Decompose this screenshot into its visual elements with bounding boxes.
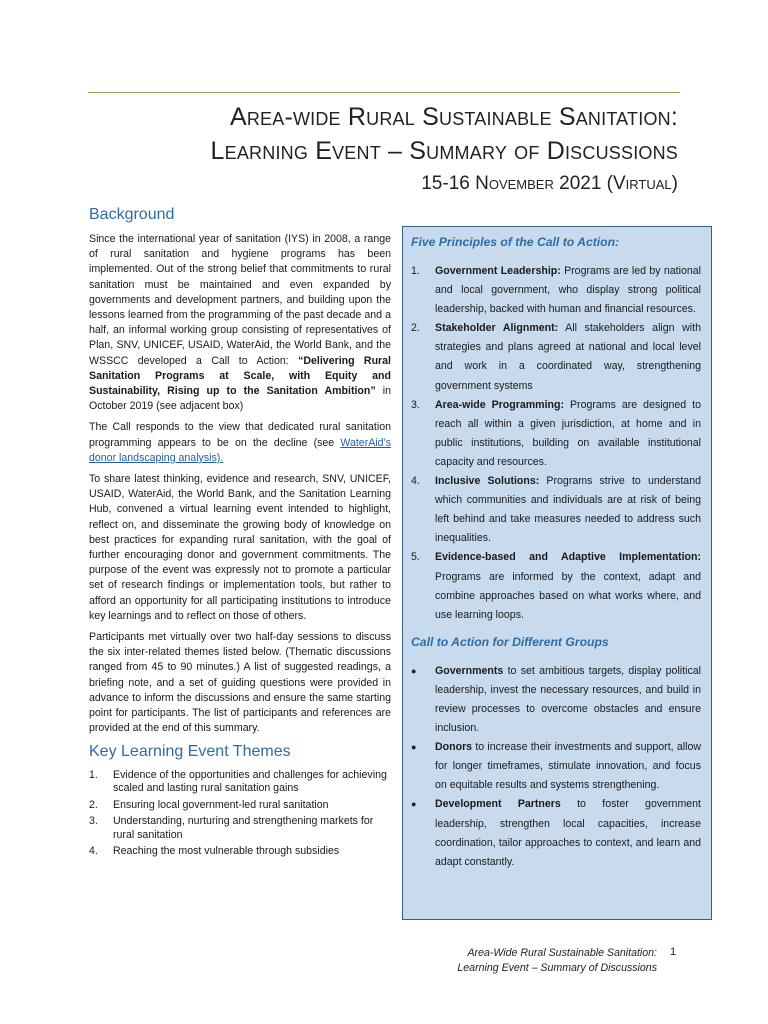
- bullet-icon: ●: [411, 742, 417, 753]
- background-paragraph-1: [89, 232, 391, 414]
- title-line-1: Area-wide Rural Sustainable Sanitation:: [229, 103, 678, 131]
- item-number: 5.: [411, 551, 420, 564]
- item-number: 3.: [89, 815, 98, 827]
- themes-list: [89, 769, 391, 859]
- group-text: to increase their investments and support, allow for longer timeframes, stimulate innovation, and focus on equitable results and systems strengthening.: [435, 741, 701, 792]
- item-text: Reaching the most vulnerable through subsidies: [113, 845, 340, 857]
- item-text: Ensuring local government-led rural sanitation: [113, 798, 329, 811]
- themes-heading: Key Learning Event Themes: [89, 742, 291, 760]
- call-to-action-title: “Delivering Rural Sanitation Programs at Scale, with Equity and Sustainability, Rising up to the Sanitation Ambition”: [89, 354, 392, 398]
- title-block: [211, 100, 678, 198]
- background-paragraph-4: Participants met virtually over two half-day sessions to discuss the six inter-related themes listed below. (Thematic discussions ranged from 45 to 90 minutes.) A list of suggested readings, a briefing note, and a set of guiding questions were provided in advance to inform the discussions and ensure the same starting point for participants. The list of participants and references are provided at the end of this summary.: [89, 631, 391, 735]
- title-line-2: Learning Event – Summary of Discussions: [210, 137, 678, 165]
- principle-text: Programs are led by national and local government, who display strong political leadership, backed with human and financial resources.: [435, 265, 701, 316]
- list-item: [411, 548, 701, 624]
- background-paragraph-3: To share latest thinking, evidence and research, SNV, UNICEF, USAID, WaterAid, the World Bank, and the Sanitation Learning Hub, convened a virtual learning event intended to highlight, reflect on, and disseminate the growing body of knowledge on best practices for expanding rural sanitation, with the goal of further encouraging donor and government commitments. The purpose of the event was expressly not to promote a particular set of research findings or implementation tools, but rather to afford an opportunity for all participating institutions to introduce key learnings and to reflect on those of others.: [89, 473, 391, 622]
- item-number: 1.: [89, 768, 98, 781]
- footer-line-1: Area-Wide Rural Sustainable Sanitation:: [467, 947, 657, 959]
- header-rule: [88, 92, 680, 93]
- list-item: [411, 738, 701, 795]
- bullet-icon: ●: [411, 799, 417, 810]
- list-item: [89, 845, 391, 859]
- left-column: [89, 206, 391, 862]
- list-item: [89, 769, 391, 796]
- principles-list: [411, 262, 701, 625]
- background-paragraph-2: [89, 420, 391, 466]
- item-number: 4.: [89, 845, 98, 857]
- wateraid-link[interactable]: WaterAid’s donor landscaping analysis).: [89, 436, 391, 464]
- list-item: [411, 319, 701, 395]
- principle-title: Inclusive Solutions:: [435, 475, 540, 488]
- principle-title: Area-wide Programming:: [435, 398, 565, 411]
- principle-title: Stakeholder Alignment:: [435, 322, 559, 335]
- group-title: Donors: [435, 741, 473, 754]
- p1-text: Since the international year of sanitation (IYS) in 2008, a range of rural sanitation and hygiene programs has been implemented. Out of the strong belief that commitments to rural sanitation must be maintained and even expanded by governments and development partners, and building upon the lessons learned from the programming of the past decade and a half, an informal working group consisting of representatives of Plan, SNV, UNICEF, USAID, WaterAid, the World Bank, and the WSSCC developed a Call to Action:: [89, 233, 391, 367]
- group-title: Development Partners: [435, 798, 561, 811]
- groups-list: [411, 662, 701, 872]
- item-number: 3.: [411, 398, 420, 411]
- list-item: [89, 815, 391, 842]
- p1-text-end: in October 2019 (see adjacent box): [89, 385, 391, 413]
- item-text: Evidence of the opportunities and challenges for achieving scaled and lasting rural sanitation gains: [113, 768, 387, 794]
- background-heading: Background: [89, 206, 175, 223]
- list-item: [89, 799, 391, 813]
- page-number: 1: [670, 946, 677, 958]
- bullet-icon: ●: [411, 665, 417, 676]
- list-item: [411, 262, 701, 319]
- item-number: 4.: [411, 475, 420, 488]
- list-item: [411, 662, 701, 738]
- principle-title: Evidence-based and Adaptive Implementation:: [435, 551, 701, 564]
- item-number: 2.: [89, 798, 98, 811]
- list-item: [411, 396, 701, 472]
- principle-text: Programs are designed to reach all within a given jurisdiction, at home and in public institutions, building on available institutional capacity and resources.: [435, 398, 701, 468]
- principles-heading: Five Principles of the Call to Action:: [411, 235, 620, 249]
- page-footer: [457, 946, 657, 976]
- item-number: 2.: [411, 322, 420, 335]
- principle-text: All stakeholders align with strategies and plans agreed at national and local level and work in a coordinated way, strengthening government systems: [435, 322, 701, 392]
- principle-text: Programs are informed by the context, adapt and combine approaches based on what works where, and use learning loops.: [435, 570, 701, 621]
- p2-text: The Call responds to the view that dedicated rural sanitation programming appears to be on the decline (see: [89, 421, 391, 449]
- list-item: [411, 795, 701, 871]
- group-text: to foster government leadership, strengthen local capacities, increase coordination, tailor approaches to context, and learn and adapt constantly.: [435, 798, 701, 868]
- call-to-action-box: [402, 226, 712, 920]
- principle-text: Programs strive to understand which communities and individuals are at risk of being left behind and take measures needed to address such inequalities.: [435, 475, 701, 545]
- list-item: [411, 472, 701, 548]
- principle-title: Government Leadership:: [435, 265, 561, 277]
- item-text: Understanding, nurturing and strengthening markets for rural sanitation: [113, 815, 374, 841]
- groups-heading: Call to Action for Different Groups: [411, 634, 609, 649]
- group-text: to set ambitious targets, display political leadership, invest the necessary resources, and build in review processes to overcome obstacles and ensure inclusion.: [435, 664, 701, 735]
- footer-line-2: Learning Event – Summary of Discussions: [457, 962, 657, 974]
- group-title: Governments: [435, 664, 504, 677]
- event-date: 15-16 November 2021 (Virtual): [421, 173, 678, 194]
- item-number: 1.: [411, 265, 420, 277]
